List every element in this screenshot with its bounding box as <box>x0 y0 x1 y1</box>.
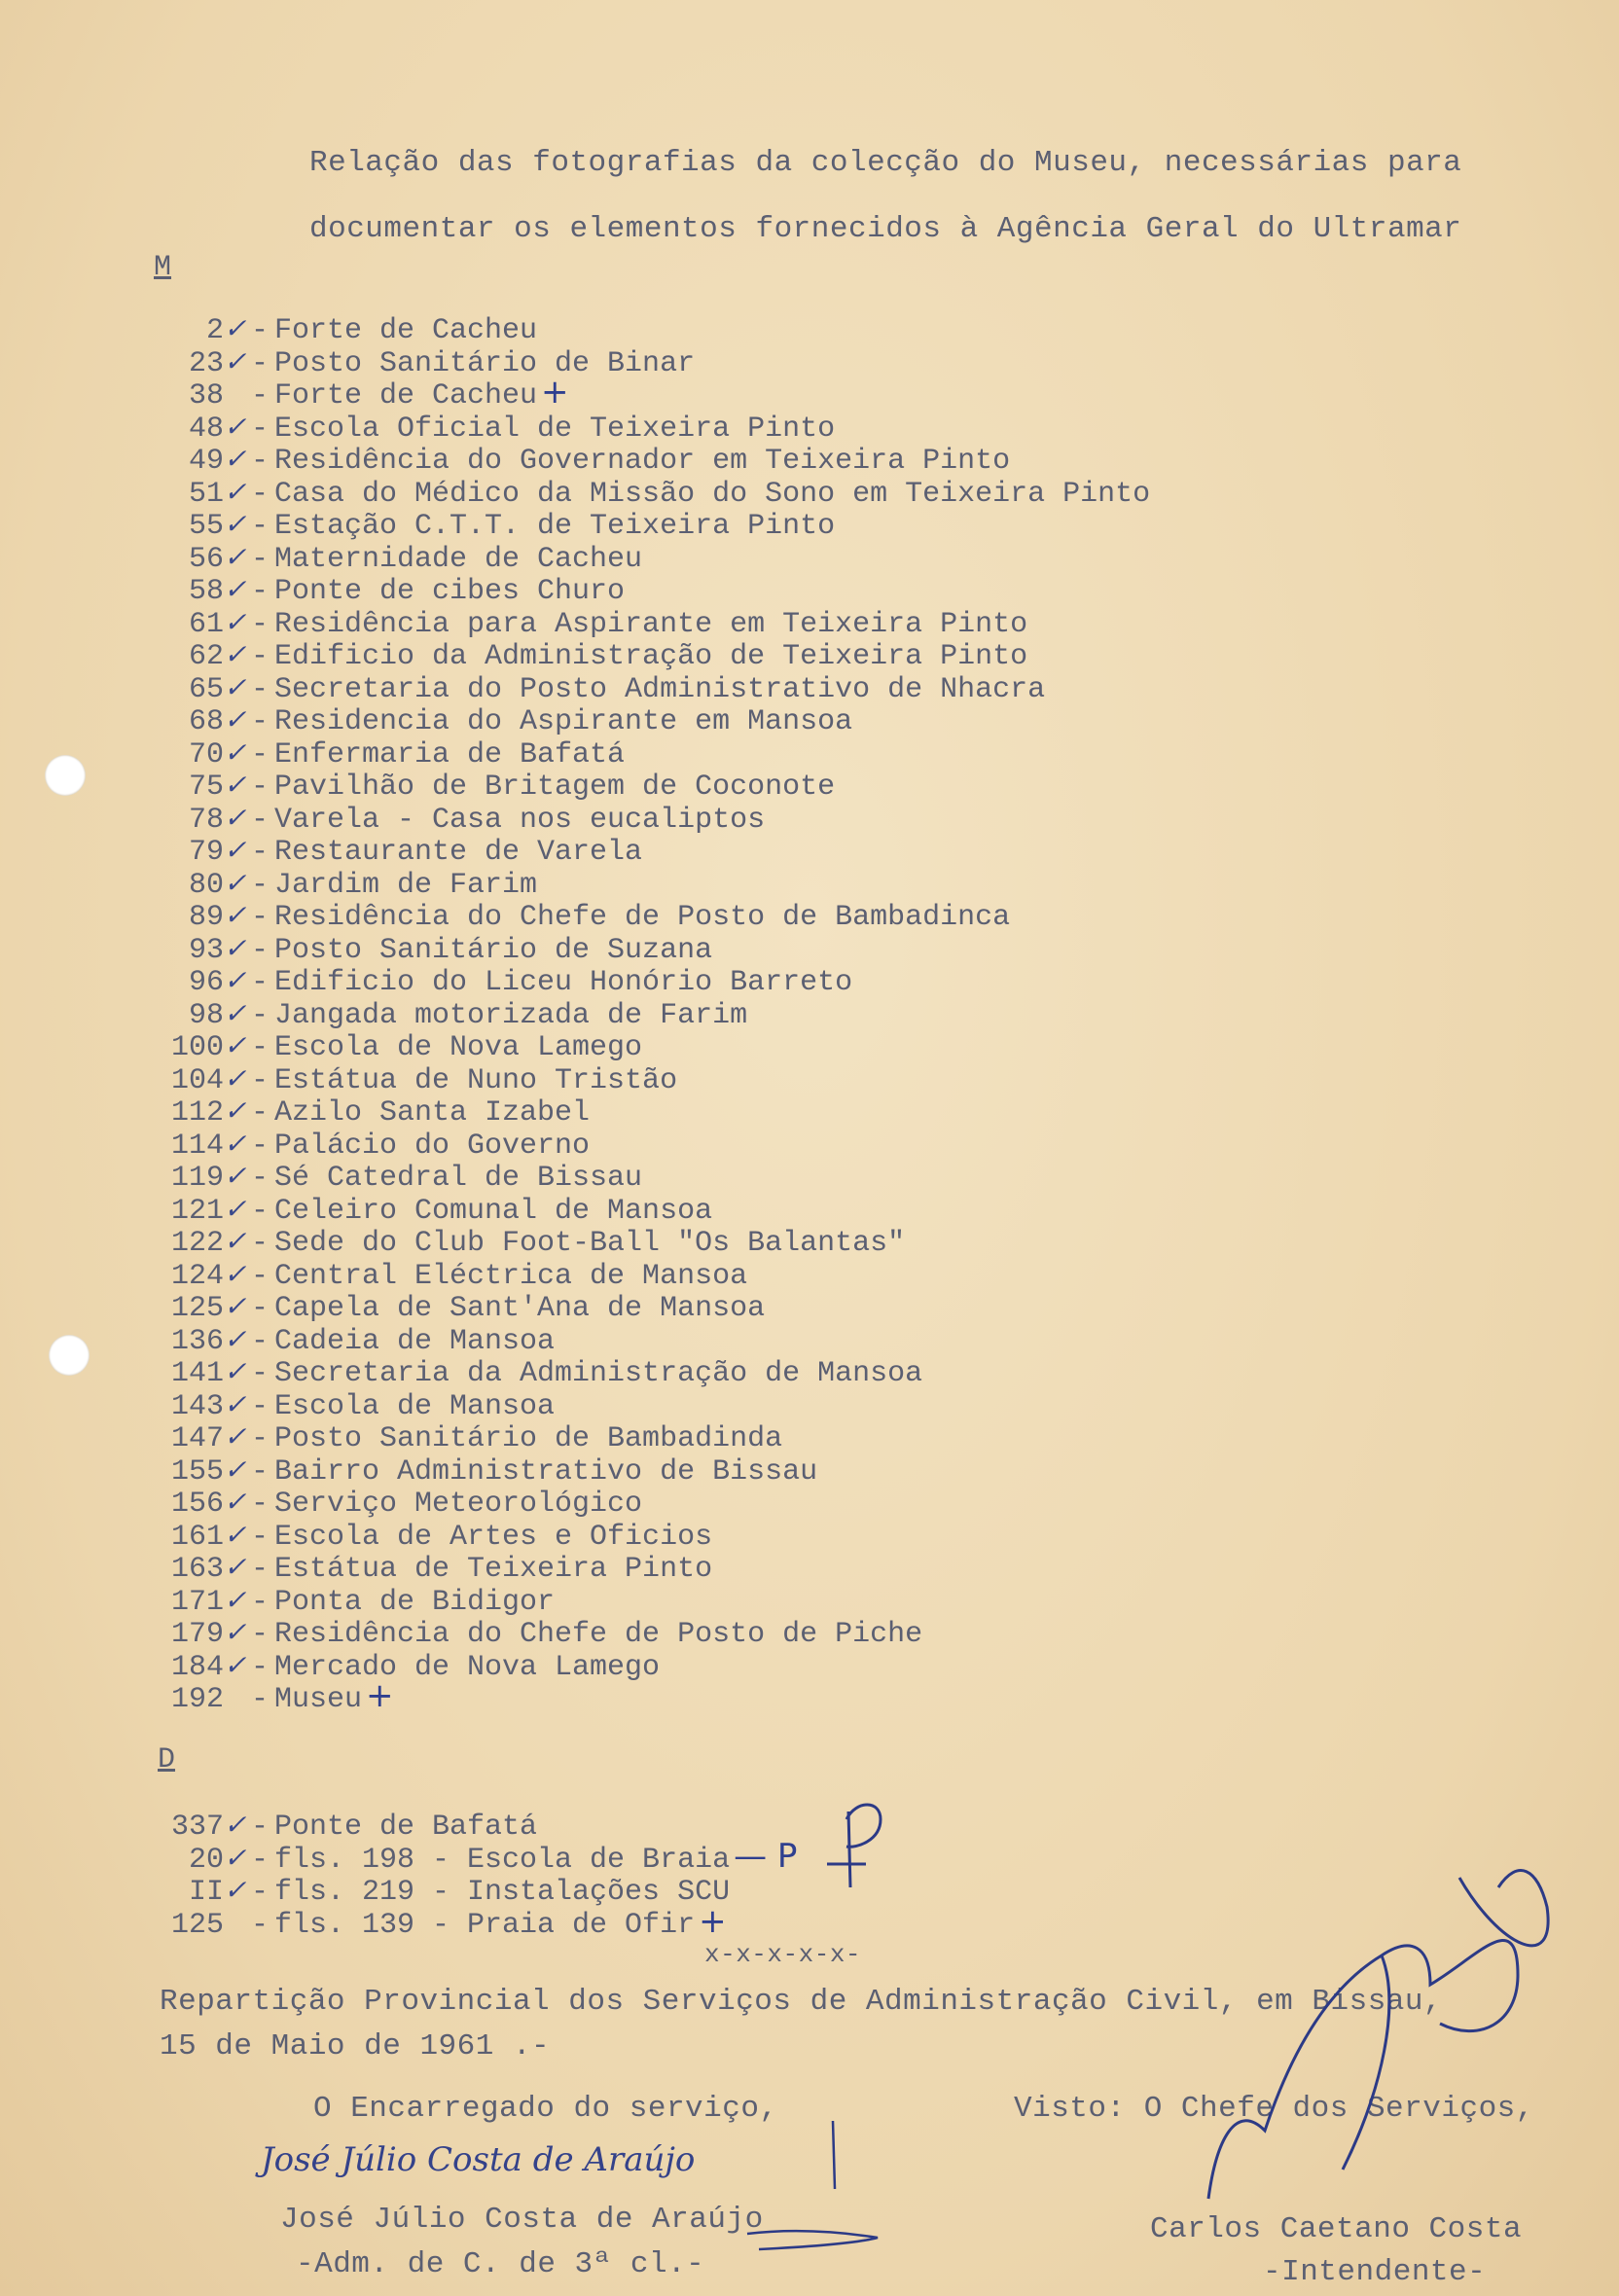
right-signatory-name: Carlos Caetano Costa <box>1150 2212 1523 2246</box>
photo-title: Jardim de Farim <box>274 868 538 902</box>
photo-title: Capela de Sant'Ana de Mansoa <box>274 1292 766 1325</box>
entry-dash: - <box>250 1162 269 1195</box>
entry-dash: - <box>250 836 269 869</box>
check-mark-icon: ✓ <box>224 1583 247 1616</box>
entry-dash: - <box>250 314 269 347</box>
photo-title: Residência do Chefe de Posto de Piche <box>274 1618 923 1651</box>
entry-dash: - <box>250 998 269 1032</box>
photo-title: Escola de Mansoa <box>274 1389 556 1423</box>
entry-dash: - <box>250 1259 269 1293</box>
photo-number: 38 <box>188 379 224 413</box>
entry-dash: - <box>250 803 269 837</box>
photo-number: 156 <box>170 1488 224 1521</box>
photo-title: Residência do Governador em Teixeira Pinto <box>274 445 1011 478</box>
photo-title: Serviço Meteorológico <box>274 1488 643 1521</box>
photo-title: Secretaria do Posto Administrativo de Nhacra <box>274 672 1046 706</box>
entry-dash: - <box>250 737 269 771</box>
check-mark-icon: ✓ <box>224 703 247 735</box>
photo-number: II <box>188 1876 224 1909</box>
photo-title: Restaurante de Varela <box>274 836 643 869</box>
photo-title: Residência do Chefe de Posto de Bambadinca <box>274 901 1011 934</box>
photo-number: 114 <box>170 1129 224 1163</box>
photo-number: 51 <box>188 477 224 511</box>
handwritten-annotation: + <box>541 373 569 412</box>
photo-number: 143 <box>170 1389 224 1423</box>
photo-number: 141 <box>170 1357 224 1390</box>
photo-number: 96 <box>188 966 224 999</box>
check-mark-icon: ✓ <box>224 1486 247 1518</box>
photo-title: Varela - Casa nos eucaliptos <box>274 803 766 837</box>
entry-dash: - <box>250 510 269 543</box>
photo-number: 337 <box>170 1811 224 1844</box>
check-mark-icon: ✓ <box>224 1874 247 1906</box>
left-name-underline <box>747 2231 878 2249</box>
section-m-label: M <box>154 251 172 284</box>
check-mark-icon: ✓ <box>224 996 247 1029</box>
photo-title: Sé Catedral de Bissau <box>274 1162 643 1195</box>
entry-dash: - <box>250 1357 269 1390</box>
header-line-1: Relação das fotografias da colecção do Museu, necessárias para <box>309 146 1462 180</box>
entry-dash: - <box>250 640 269 673</box>
photo-number: 98 <box>188 998 224 1032</box>
check-mark-icon: ✓ <box>224 769 247 801</box>
entry-dash: - <box>250 901 269 934</box>
photo-title: Casa do Médico da Missão do Sono em Teixeira Pinto <box>274 477 1151 511</box>
photo-number: 89 <box>188 901 224 934</box>
photo-number: 136 <box>170 1324 224 1358</box>
section-d-label: D <box>158 1743 176 1776</box>
left-signatory-title: -Adm. de C. de 3ª cl.- <box>296 2247 705 2281</box>
check-mark-icon: ✓ <box>224 540 247 573</box>
entry-dash: - <box>250 1324 269 1358</box>
photo-title: Estátua de Nuno Tristão <box>274 1063 678 1097</box>
photo-number: 171 <box>170 1585 224 1619</box>
entry-dash: - <box>250 1096 269 1130</box>
handwritten-annotation: + <box>699 1901 727 1941</box>
check-mark-icon: ✓ <box>224 344 247 377</box>
entry-dash: - <box>250 1843 269 1877</box>
photo-title: Posto Sanitário de Bambadinda <box>274 1422 783 1455</box>
check-mark-icon: ✓ <box>224 1127 247 1160</box>
photo-title: Palácio do Governo <box>274 1129 591 1163</box>
photo-number: 125 <box>170 1292 224 1325</box>
photo-number: 48 <box>188 412 224 446</box>
left-signatory-name: José Júlio Costa de Araújo <box>280 2203 764 2237</box>
check-mark-icon: ✓ <box>224 1029 247 1061</box>
entry-dash: - <box>250 346 269 380</box>
photo-title: Mercado de Nova Lamego <box>274 1650 661 1684</box>
photo-number: 65 <box>188 672 224 706</box>
photo-number: 62 <box>188 640 224 673</box>
check-mark-icon: ✓ <box>224 1225 247 1257</box>
photo-number: 184 <box>170 1650 224 1684</box>
handwritten-annotation: — P <box>734 1836 798 1876</box>
entry-dash: - <box>250 705 269 738</box>
photo-title: fls. 139 - Praia de Ofir <box>274 1908 696 1942</box>
right-signature-flourish <box>1459 1871 1548 1946</box>
entry-dash: - <box>250 966 269 999</box>
photo-title: fls. 198 - Escola de Braia <box>274 1843 731 1877</box>
check-mark-icon: ✓ <box>224 735 247 769</box>
entry-dash: - <box>250 1876 269 1909</box>
photo-number: 161 <box>170 1520 224 1554</box>
entry-dash: - <box>250 1650 269 1684</box>
entry-dash: - <box>250 607 269 641</box>
check-mark-icon: ✓ <box>224 899 247 931</box>
photo-title: Enfermaria de Bafatá <box>274 737 626 771</box>
check-mark-icon: ✓ <box>224 801 247 834</box>
check-mark-icon: ✓ <box>224 1355 247 1387</box>
entry-dash: - <box>250 1129 269 1163</box>
entry-dash: - <box>250 412 269 446</box>
photo-title: Estátua de Teixeira Pinto <box>274 1553 713 1586</box>
photo-title: Ponte de Bafatá <box>274 1811 538 1844</box>
photo-number: 163 <box>170 1553 224 1586</box>
photo-number: 58 <box>188 575 224 608</box>
photo-number: 75 <box>188 771 224 804</box>
entry-dash: - <box>250 542 269 576</box>
photo-title: Posto Sanitário de Binar <box>274 346 696 380</box>
entry-dash: - <box>250 1683 269 1716</box>
photo-number: 56 <box>188 542 224 576</box>
entry-dash: - <box>250 1811 269 1844</box>
photo-number: 100 <box>170 1031 224 1064</box>
check-mark-icon: ✓ <box>224 1453 247 1486</box>
check-mark-icon: ✓ <box>224 1551 247 1583</box>
photo-title: Escola de Artes e Oficios <box>274 1520 713 1554</box>
photo-number: 179 <box>170 1618 224 1651</box>
left-handwritten-signature: José Júlio Costa de Araújo <box>261 2140 696 2179</box>
photo-number: 55 <box>188 510 224 543</box>
check-mark-icon: ✓ <box>224 1192 247 1225</box>
check-mark-icon: ✓ <box>224 1061 247 1094</box>
entry-dash: - <box>250 1422 269 1455</box>
entry-dash: - <box>250 1585 269 1619</box>
photo-title: Edificio da Administração de Teixeira Pinto <box>274 640 1028 673</box>
check-mark-icon: ✓ <box>224 1809 247 1841</box>
photo-title: Escola Oficial de Teixeira Pinto <box>274 412 836 446</box>
photo-title: Residência para Aspirante em Teixeira Pinto <box>274 607 1028 641</box>
right-signatory-role: Visto: O Chefe dos Serviços, <box>1014 2092 1534 2126</box>
check-mark-icon: ✓ <box>224 1290 247 1322</box>
entry-dash: - <box>250 1908 269 1942</box>
entry-dash: - <box>250 1553 269 1586</box>
check-mark-icon: ✓ <box>224 866 247 899</box>
entry-dash: - <box>250 868 269 902</box>
entry-dash: - <box>250 1227 269 1260</box>
check-mark-icon: ✓ <box>224 931 247 964</box>
photo-title: Residencia do Aspirante em Mansoa <box>274 705 853 738</box>
photo-number: 78 <box>188 803 224 837</box>
photo-title: Edificio do Liceu Honório Barreto <box>274 966 853 999</box>
entry-dash: - <box>250 575 269 608</box>
check-mark-icon: ✓ <box>224 1648 247 1681</box>
check-mark-icon: ✓ <box>224 834 247 866</box>
photo-title: Central Eléctrica de Mansoa <box>274 1259 748 1293</box>
check-mark-icon: ✓ <box>224 605 247 638</box>
check-mark-icon: ✓ <box>224 1518 247 1551</box>
photo-number: 192 <box>170 1683 224 1716</box>
photo-number: 112 <box>170 1096 224 1130</box>
left-signatory-role: O Encarregado do serviço, <box>313 2092 778 2126</box>
photo-title: Celeiro Comunal de Mansoa <box>274 1194 713 1228</box>
photo-title: Estação C.T.T. de Teixeira Pinto <box>274 510 836 543</box>
photo-number: 2 <box>205 314 224 347</box>
check-mark-icon: ✓ <box>224 638 247 670</box>
check-mark-icon: ✓ <box>224 1841 247 1874</box>
entry-dash: - <box>250 379 269 413</box>
photo-number: 104 <box>170 1063 224 1097</box>
entry-dash: - <box>250 933 269 967</box>
photo-title: Forte de Cacheu <box>274 314 538 347</box>
check-mark-icon: ✓ <box>224 1160 247 1192</box>
entry-dash: - <box>250 1520 269 1554</box>
photo-title: Pavilhão de Britagem de Coconote <box>274 771 836 804</box>
photo-title: Ponta de Bidigor <box>274 1585 556 1619</box>
check-mark-icon: ✓ <box>224 964 247 996</box>
photo-title: fls. 219 - Instalações SCU <box>274 1876 731 1909</box>
photo-title: Cadeia de Mansoa <box>274 1324 556 1358</box>
check-mark-icon: ✓ <box>224 1257 247 1290</box>
check-mark-icon: ✓ <box>224 410 247 443</box>
check-mark-icon: ✓ <box>224 1094 247 1127</box>
photo-title: Ponte de cibes Churo <box>274 575 626 608</box>
header-line-2: documentar os elementos fornecidos à Agência Geral do Ultramar <box>309 212 1462 246</box>
entry-dash: - <box>250 1618 269 1651</box>
check-mark-icon: ✓ <box>224 475 247 508</box>
handwritten-annotation: + <box>366 1676 394 1715</box>
photo-title: Maternidade de Cacheu <box>274 542 643 576</box>
photo-title: Bairro Administrativo de Bissau <box>274 1454 818 1489</box>
photo-number: 93 <box>188 933 224 967</box>
right-signature-scrawl <box>1208 1940 1518 2199</box>
photo-number: 121 <box>170 1194 224 1228</box>
entry-dash: - <box>250 477 269 511</box>
entry-dash: - <box>250 445 269 478</box>
photo-title: Forte de Cacheu <box>274 379 538 413</box>
entry-dash: - <box>250 1031 269 1064</box>
place-line: Repartição Provincial dos Serviços de Administração Civil, em Bissau, <box>160 1985 1443 2019</box>
check-mark-icon: ✓ <box>224 1420 247 1453</box>
check-mark-icon: ✓ <box>224 312 247 344</box>
photo-title: Jangada motorizada de Farim <box>274 998 748 1032</box>
photo-number: 61 <box>188 607 224 641</box>
check-mark-icon: ✓ <box>224 1616 247 1648</box>
photo-number: 124 <box>170 1259 224 1293</box>
entry-dash: - <box>250 771 269 804</box>
separator-line: x-x-x-x-x- <box>704 1940 862 1969</box>
photo-title: Azilo Santa Izabel <box>274 1096 591 1130</box>
photo-number: 147 <box>170 1422 224 1455</box>
entry-dash: - <box>250 1454 269 1489</box>
photo-number: 122 <box>170 1227 224 1260</box>
photo-title: Posto Sanitário de Suzana <box>274 933 713 967</box>
left-signature-stroke <box>833 2121 835 2189</box>
entry-dash: - <box>250 1389 269 1423</box>
photo-number: 70 <box>188 737 224 771</box>
check-mark-icon: ✓ <box>224 573 247 605</box>
photo-title: Sede do Club Foot-Ball "Os Balantas" <box>274 1227 906 1260</box>
photo-title: Secretaria da Administração de Mansoa <box>274 1357 923 1390</box>
check-mark-icon: ✓ <box>224 508 247 540</box>
photo-number: 68 <box>188 705 224 738</box>
check-mark-icon: ✓ <box>224 1322 247 1355</box>
photo-number: 49 <box>188 445 224 478</box>
entry-dash: - <box>250 1488 269 1521</box>
entry-dash: - <box>250 1063 269 1097</box>
photo-number: 79 <box>188 836 224 869</box>
right-signatory-title: -Intendente- <box>1263 2255 1487 2289</box>
photo-title: Museu <box>274 1683 363 1716</box>
date-line: 15 de Maio de 1961 .- <box>160 2029 551 2063</box>
photo-number: 80 <box>188 868 224 902</box>
photo-number: 155 <box>170 1454 224 1489</box>
photo-number: 125 <box>170 1908 224 1942</box>
check-mark-icon: ✓ <box>224 1387 247 1420</box>
p-annotation-mark <box>827 1805 881 1887</box>
entry-dash: - <box>250 1292 269 1325</box>
check-mark-icon: ✓ <box>224 443 247 475</box>
photo-title: Escola de Nova Lamego <box>274 1031 643 1064</box>
photo-number: 119 <box>170 1162 224 1195</box>
entry-dash: - <box>250 672 269 706</box>
photo-number: 20 <box>188 1843 224 1877</box>
photo-number: 23 <box>188 346 224 380</box>
entry-dash: - <box>250 1194 269 1228</box>
check-mark-icon: ✓ <box>224 670 247 703</box>
